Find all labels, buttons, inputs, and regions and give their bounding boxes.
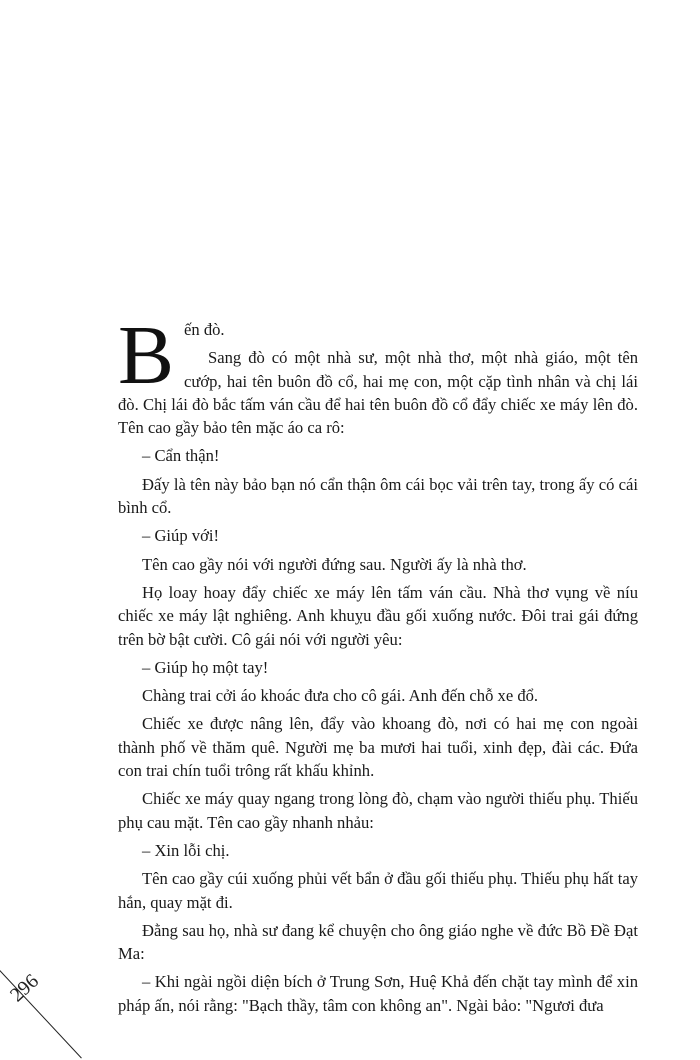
- dialogue-line: – Xin lỗi chị.: [142, 840, 230, 860]
- paragraph: Chiếc xe được nâng lên, đẩy vào khoang đò, nơi có hai mẹ con ngoài thành phố về thăm quê. Người mẹ ba mươi hai tuổi, xinh đẹp, đài các. Đứa con trai chín tuổi trông rất khấu khỉnh.: [118, 714, 638, 781]
- dialogue-line: – Giúp họ một tay!: [142, 657, 269, 677]
- drop-cap: B: [118, 309, 175, 402]
- paragraph: Đấy là tên này bảo bạn nó cẩn thận ôm cái bọc vải trên tay, trong ấy có cái bình cổ.: [118, 474, 638, 518]
- paragraph: Tên cao gầy cúi xuống phủi vết bẩn ở đầu gối thiếu phụ. Thiếu phụ hất tay hắn, quay mặt đi.: [118, 869, 638, 912]
- page-number: 296: [6, 969, 44, 1007]
- paragraph: Chàng trai cởi áo khoác đưa cho cô gái. Anh đến chỗ xe đổ.: [142, 686, 539, 706]
- dialogue-line: – Khi ngài ngồi diện bích ở Trung Sơn, Huệ Khả đến chặt tay mình để xin pháp ấn, nói rằng: "Bạch thầy, tâm con không an". Ngài bảo: "Ngươi đưa: [118, 972, 638, 1015]
- paragraph: Chiếc xe máy quay ngang trong lòng đò, chạm vào người thiếu phụ. Thiếu phụ cau mặt. Tên cao gầy nhanh nhảu:: [118, 789, 638, 832]
- paragraph: Đằng sau họ, nhà sư đang kể chuyện cho ông giáo nghe về đức Bồ Đề Đạt Ma:: [118, 920, 638, 964]
- dialogue-line: – Cẩn thận!: [142, 446, 220, 466]
- paragraph: Tên cao gầy nói với người đứng sau. Người ấy là nhà thơ.: [142, 554, 527, 574]
- dialogue-line: – Giúp với!: [142, 526, 219, 546]
- paragraph: Sang đò có một nhà sư, một nhà thơ, một nhà giáo, một tên cướp, hai tên buôn đồ cổ, hai mẹ con, một cặp tình nhân và chị lái đò. Chị lái đò bắc tấm ván cầu để hai tên buôn đồ cổ đẩy chiếc xe máy lên đò. Tên cao gầy bảo tên mặc áo ca rô:: [118, 348, 638, 438]
- paragraph: Họ loay hoay đẩy chiếc xe máy lên tấm ván cầu. Nhà thơ vụng về níu chiếc xe máy lật nghiêng. Anh khuỵu đầu gối xuống nước. Đôi trai gái đứng trên bờ bật cười. Cô gái nói với người yêu:: [118, 582, 638, 649]
- paragraph-text: ến đò.: [184, 320, 225, 339]
